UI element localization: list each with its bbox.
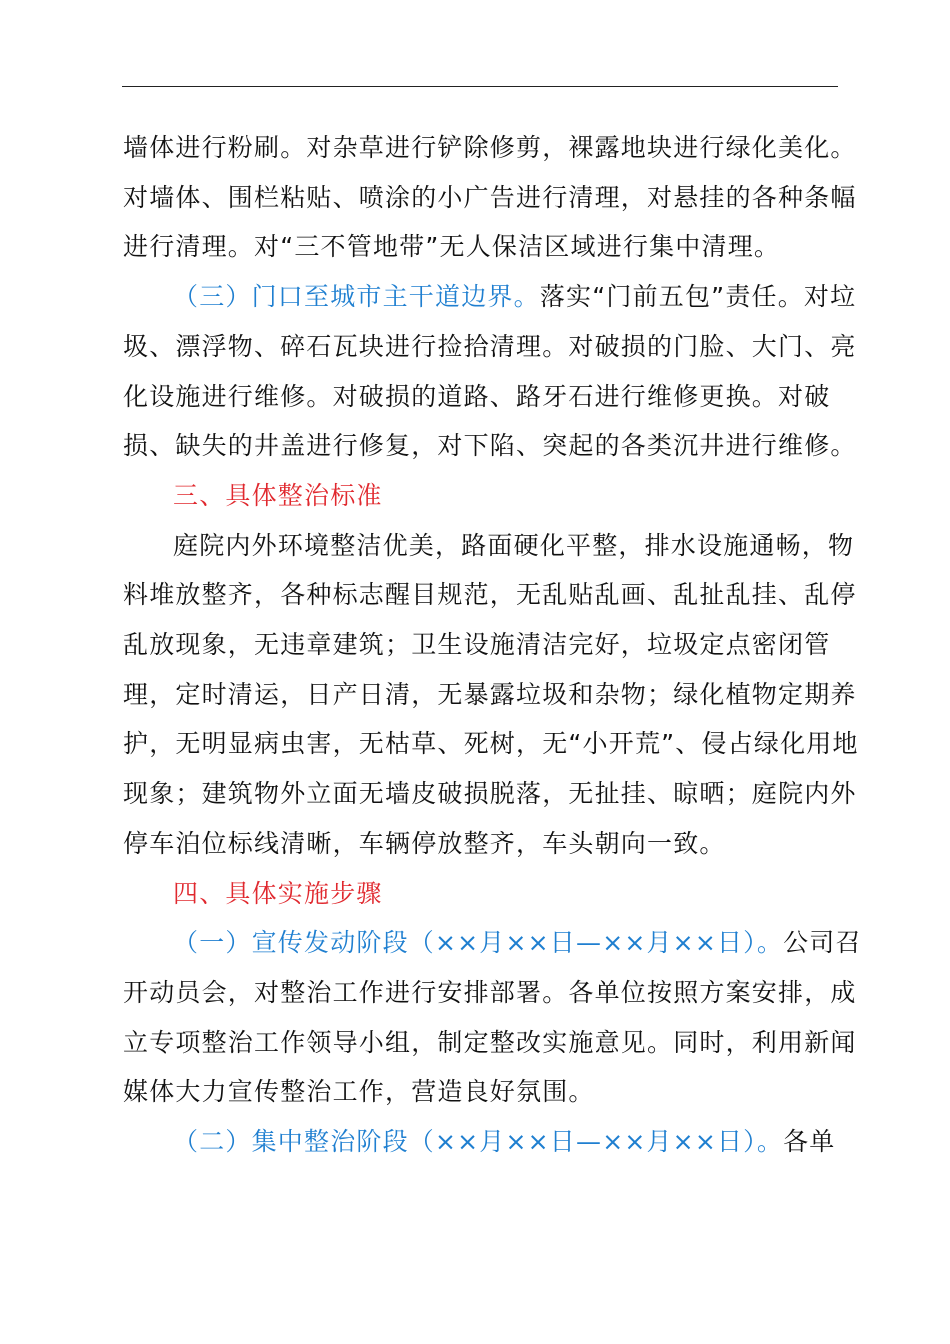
document-body: [123, 123, 863, 1167]
paragraph-step-1: [123, 918, 863, 1117]
paragraph-standards: 庭院内外环境整洁优美，路面硬化平整，排水设施通畅，物料堆放整齐，各种标志醒目规范，无乱贴乱画、乱扯乱挂、乱停乱放现象，无违章建筑；卫生设施清洁完好，垃圾定点密闭管理，定时清运，日产日清，无暴露垃圾和杂物；绿化植物定期养护，无明显病虫害，无枯草、死树，无“小开荒”、侵占绿化用地现象；建筑物外立面无墙皮破损脱落，无扯挂、晾晒；庭院内外停车泊位标线清晰，车辆停放整齐，车头朝向一致。: [123, 530, 859, 858]
subheading-publicity-stage: （一）宣传发动阶段（××月××日—××月××日）。: [173, 928, 784, 958]
heading-standards: 三、具体整治标准: [173, 480, 383, 510]
heading-steps: 四、具体实施步骤: [173, 878, 383, 908]
step-2-body: 各单: [783, 1127, 836, 1157]
step-1-body: 公司召开动员会，对整治工作进行安排部署。各单位按照方案安排，成立专项整治工作领导小组，制定整改实施意见。同时，利用新闻媒体大力宣传整治工作，营造良好氛围。: [123, 928, 862, 1107]
subheading-rectification-stage: （二）集中整治阶段（××月××日—××月××日）。: [173, 1127, 784, 1157]
paragraph-section-3: [123, 272, 863, 471]
header-rule: [122, 86, 838, 87]
paragraph-walls-cleanup: 墙体进行粉刷。对杂草进行铲除修剪，裸露地块进行绿化美化。对墙体、围栏粘贴、喷涂的小广告进行清理，对悬挂的各种条幅进行清理。对“三不管地带”无人保洁区域进行集中清理。: [123, 133, 857, 262]
subheading-gate-to-road: （三）门口至城市主干道边界。: [173, 282, 540, 312]
section-3-body: 落实“门前五包”责任。对垃圾、漂浮物、碎石瓦块进行捡拾清理。对破损的门脸、大门、亮化设施进行维修。对破损的道路、路牙石进行维修更换。对破损、缺失的井盖进行修复，对下陷、突起的各类沉井进行维修。: [123, 282, 857, 461]
paragraph-step-2: [123, 1117, 863, 1167]
